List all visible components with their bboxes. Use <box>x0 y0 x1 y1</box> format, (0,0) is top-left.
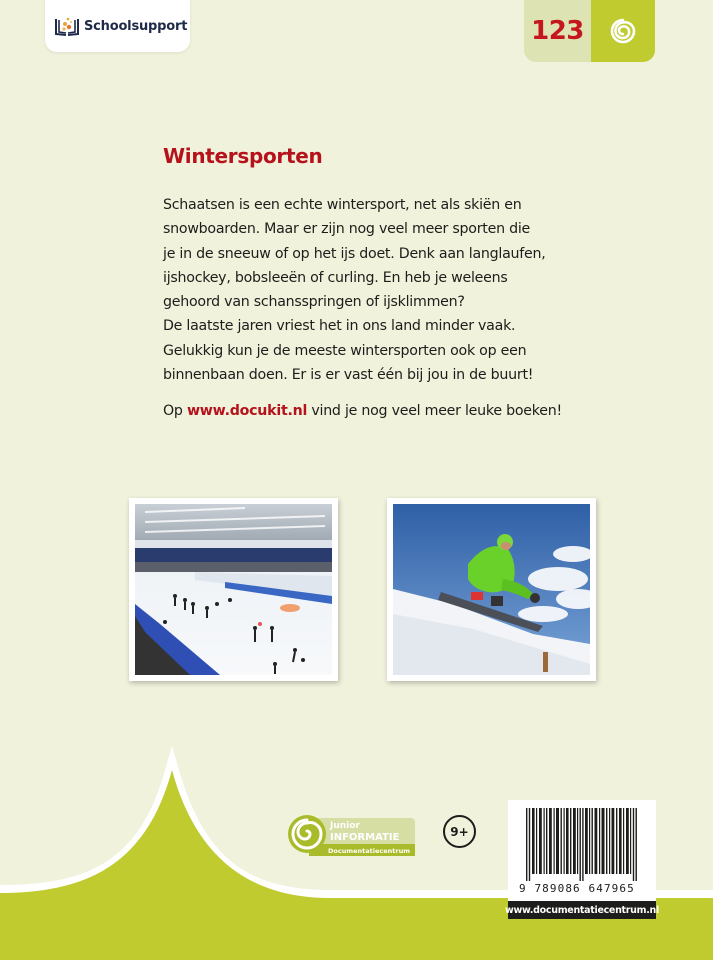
logo-line2: INFORMATIE <box>330 832 400 843</box>
skating-rink-image <box>135 504 332 675</box>
logo-line3: Documentatiecentrum <box>328 847 410 855</box>
series-logo-box <box>591 0 655 62</box>
barcode <box>508 800 656 901</box>
body-line: De laatste jaren vriest het in ons land minder vaak. <box>163 318 516 335</box>
barcode-bars <box>526 808 637 881</box>
snowboarder-image <box>393 504 590 675</box>
docukit-link[interactable]: www.docukit.nl <box>186 403 308 419</box>
series-number: 123 <box>531 16 584 46</box>
promo-suffix: vind je nog veel meer leuke boeken! <box>307 403 562 419</box>
book-icon <box>54 15 80 37</box>
spiral-icon <box>608 16 638 46</box>
website-label[interactable]: www.documentatiecentrum.nl <box>508 901 656 919</box>
body-line: snowboarden. Maar er zijn nog veel meer sporten die <box>163 221 530 238</box>
body-line: Gelukkig kun je de meeste wintersporten ook op een <box>163 342 527 359</box>
promo-prefix: Op <box>163 403 187 419</box>
isbn-digits: 9 789086 647965 <box>519 882 635 895</box>
article-body <box>163 193 583 387</box>
page-title: Wintersporten <box>163 144 323 168</box>
photo-snowboarder <box>387 498 596 681</box>
brand-label: Schoolsupport <box>84 18 188 34</box>
promo-line <box>163 403 562 419</box>
logo-line1: Junior <box>330 821 360 831</box>
series-number-box <box>524 0 591 62</box>
junior-informatie-logo <box>287 812 417 860</box>
body-line: je in de sneeuw of op het ijs doet. Denk aan langlaufen, <box>163 245 546 262</box>
body-line: ijshockey, bobsleeën of curling. En heb je weleens <box>163 269 508 286</box>
schoolsupport-badge <box>45 0 190 52</box>
series-tab <box>524 0 655 62</box>
body-line: gehoord van schansspringen of ijsklimmen? <box>163 294 465 311</box>
age-badge: 9+ <box>443 815 476 848</box>
body-line: binnenbaan doen. Er is er vast één bij jou in de buurt! <box>163 367 534 384</box>
body-line: Schaatsen is een echte wintersport, net als skiën en <box>163 197 522 213</box>
photo-skating-rink <box>129 498 338 681</box>
